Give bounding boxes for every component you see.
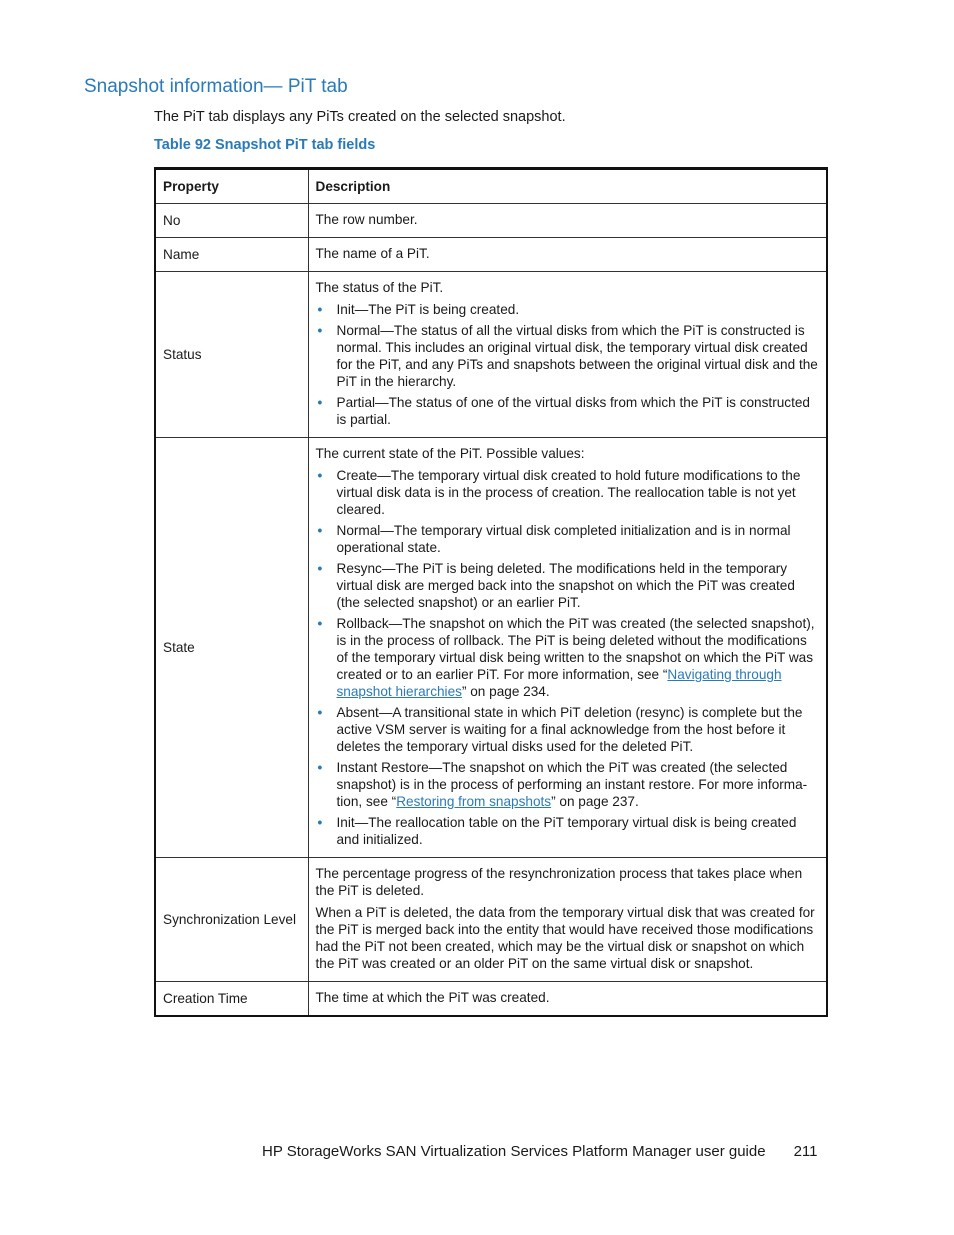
table-row bbox=[155, 438, 827, 858]
property-cell: Name bbox=[155, 238, 308, 272]
bullet-icon: • bbox=[317, 395, 323, 410]
footer-title: HP StorageWorks SAN Virtualization Services Platform Manager user guide bbox=[262, 1143, 766, 1160]
bullet-icon: • bbox=[317, 760, 323, 775]
property-cell: No bbox=[155, 204, 308, 238]
list-item-text: Init—The reallocation table on the PiT temporary virtual disk is being created and initialized. bbox=[336, 815, 797, 847]
list-item bbox=[316, 467, 820, 518]
list-item-text: Rollback—The snapshot on which the PiT was created (the selected snapshot), is in the process of rollback. The PiT is being deleted without the modifications of the temporary virtual disk being written to the snapshot on which the PiT was created or to an earlier PiT. For more information, see “Navigating through snapshot hierarchies” on page 234. bbox=[336, 616, 815, 699]
description-cell bbox=[308, 858, 827, 982]
header-property: Property bbox=[155, 169, 308, 204]
description-text: When a PiT is deleted, the data from the temporary virtual disk that was created for the PiT is merged back into the entity that would have received those modifications had the PiT not been created, which may be the virtual disk or snapshot on which the PiT was created or an older PiT on the same virtual disk or snapshot. bbox=[315, 905, 815, 971]
intro-text: The PiT tab displays any PiTs created on the selected snapshot. bbox=[154, 109, 566, 125]
link-restoring-from-snapshots[interactable]: Restoring from snapshots bbox=[396, 794, 552, 809]
section-heading: Snapshot information— PiT tab bbox=[84, 76, 348, 97]
description-cell: The row number. bbox=[308, 204, 827, 238]
list-item bbox=[316, 322, 820, 390]
description-cell bbox=[308, 438, 827, 858]
description-cell bbox=[308, 272, 827, 438]
list-item bbox=[316, 394, 820, 428]
bullet-icon: • bbox=[317, 302, 323, 317]
bullet-icon: • bbox=[317, 561, 323, 576]
link-navigating-snapshot-hierarchies[interactable]: Navigating through snapshot hierarchies bbox=[336, 667, 782, 699]
table-row bbox=[155, 238, 827, 272]
table-row bbox=[155, 204, 827, 238]
list-item-text: Instant Restore—The snapshot on which the PiT was created (the selected snapshot) is in the process of performing an instant restore. For more informa-tion, see “Restoring from snapshots” on page 237. bbox=[336, 760, 808, 809]
list-item-text: Absent—A transitional state in which PiT deletion (resync) is complete but the active VSM server is waiting for a final acknowledge from the host before it deletes the temporary virtual disks used for the deleted PiT. bbox=[336, 705, 803, 754]
table-row bbox=[155, 982, 827, 1017]
description-text: The status of the PiT. bbox=[315, 280, 444, 295]
description-cell: The name of a PiT. bbox=[308, 238, 827, 272]
table-header-row bbox=[155, 169, 827, 204]
bullet-list bbox=[316, 301, 820, 428]
bullet-icon: • bbox=[317, 523, 323, 538]
property-cell: Status bbox=[155, 272, 308, 438]
list-item bbox=[316, 522, 820, 556]
list-item bbox=[316, 615, 820, 700]
page-footer bbox=[262, 1143, 817, 1160]
list-item-text: Normal—The temporary virtual disk completed initialization and is in normal operational state. bbox=[336, 523, 791, 555]
property-cell: Creation Time bbox=[155, 982, 308, 1017]
description-text: The current state of the PiT. Possible values: bbox=[315, 446, 585, 461]
description-cell: The time at which the PiT was created. bbox=[308, 982, 827, 1017]
bullet-icon: • bbox=[317, 705, 323, 720]
list-item-text: Create—The temporary virtual disk created to hold future modifications to the virtual disk data is in the process of creation. The reallocation table is not yet cleared. bbox=[336, 468, 801, 517]
list-item-text: Partial—The status of one of the virtual disks from which the PiT is constructed is partial. bbox=[336, 395, 810, 427]
list-item-text: Init—The PiT is being created. bbox=[336, 302, 520, 317]
pit-fields-table bbox=[154, 167, 828, 1017]
list-item bbox=[316, 301, 820, 318]
bullet-list bbox=[316, 467, 820, 848]
header-description: Description bbox=[308, 169, 827, 204]
property-cell: Synchronization Level bbox=[155, 858, 308, 982]
list-item-text: Resync—The PiT is being deleted. The modifications held in the temporary virtual disk are merged back into the snapshot on which the PiT was created (the selected snapshot) or an earlier PiT. bbox=[336, 561, 795, 610]
page-number: 211 bbox=[793, 1143, 818, 1160]
description-text: The percentage progress of the resynchronization process that takes place when the PiT is deleted. bbox=[315, 866, 803, 898]
list-item bbox=[316, 814, 820, 848]
list-item bbox=[316, 759, 820, 810]
list-item bbox=[316, 560, 820, 611]
table-row bbox=[155, 858, 827, 982]
list-item bbox=[316, 704, 820, 755]
bullet-icon: • bbox=[317, 468, 323, 483]
table-caption: Table 92 Snapshot PiT tab fields bbox=[154, 137, 376, 153]
bullet-icon: • bbox=[317, 323, 323, 338]
table-row bbox=[155, 272, 827, 438]
bullet-icon: • bbox=[317, 815, 323, 830]
list-item-text: Normal—The status of all the virtual disks from which the PiT is constructed is normal. This includes an original virtual disk, the temporary virtual disk created for the PiT, and any PiTs and snapshots between the original virtual disk and the PiT in the hierarchy. bbox=[336, 323, 818, 389]
property-cell: State bbox=[155, 438, 308, 858]
bullet-icon: • bbox=[317, 616, 323, 631]
